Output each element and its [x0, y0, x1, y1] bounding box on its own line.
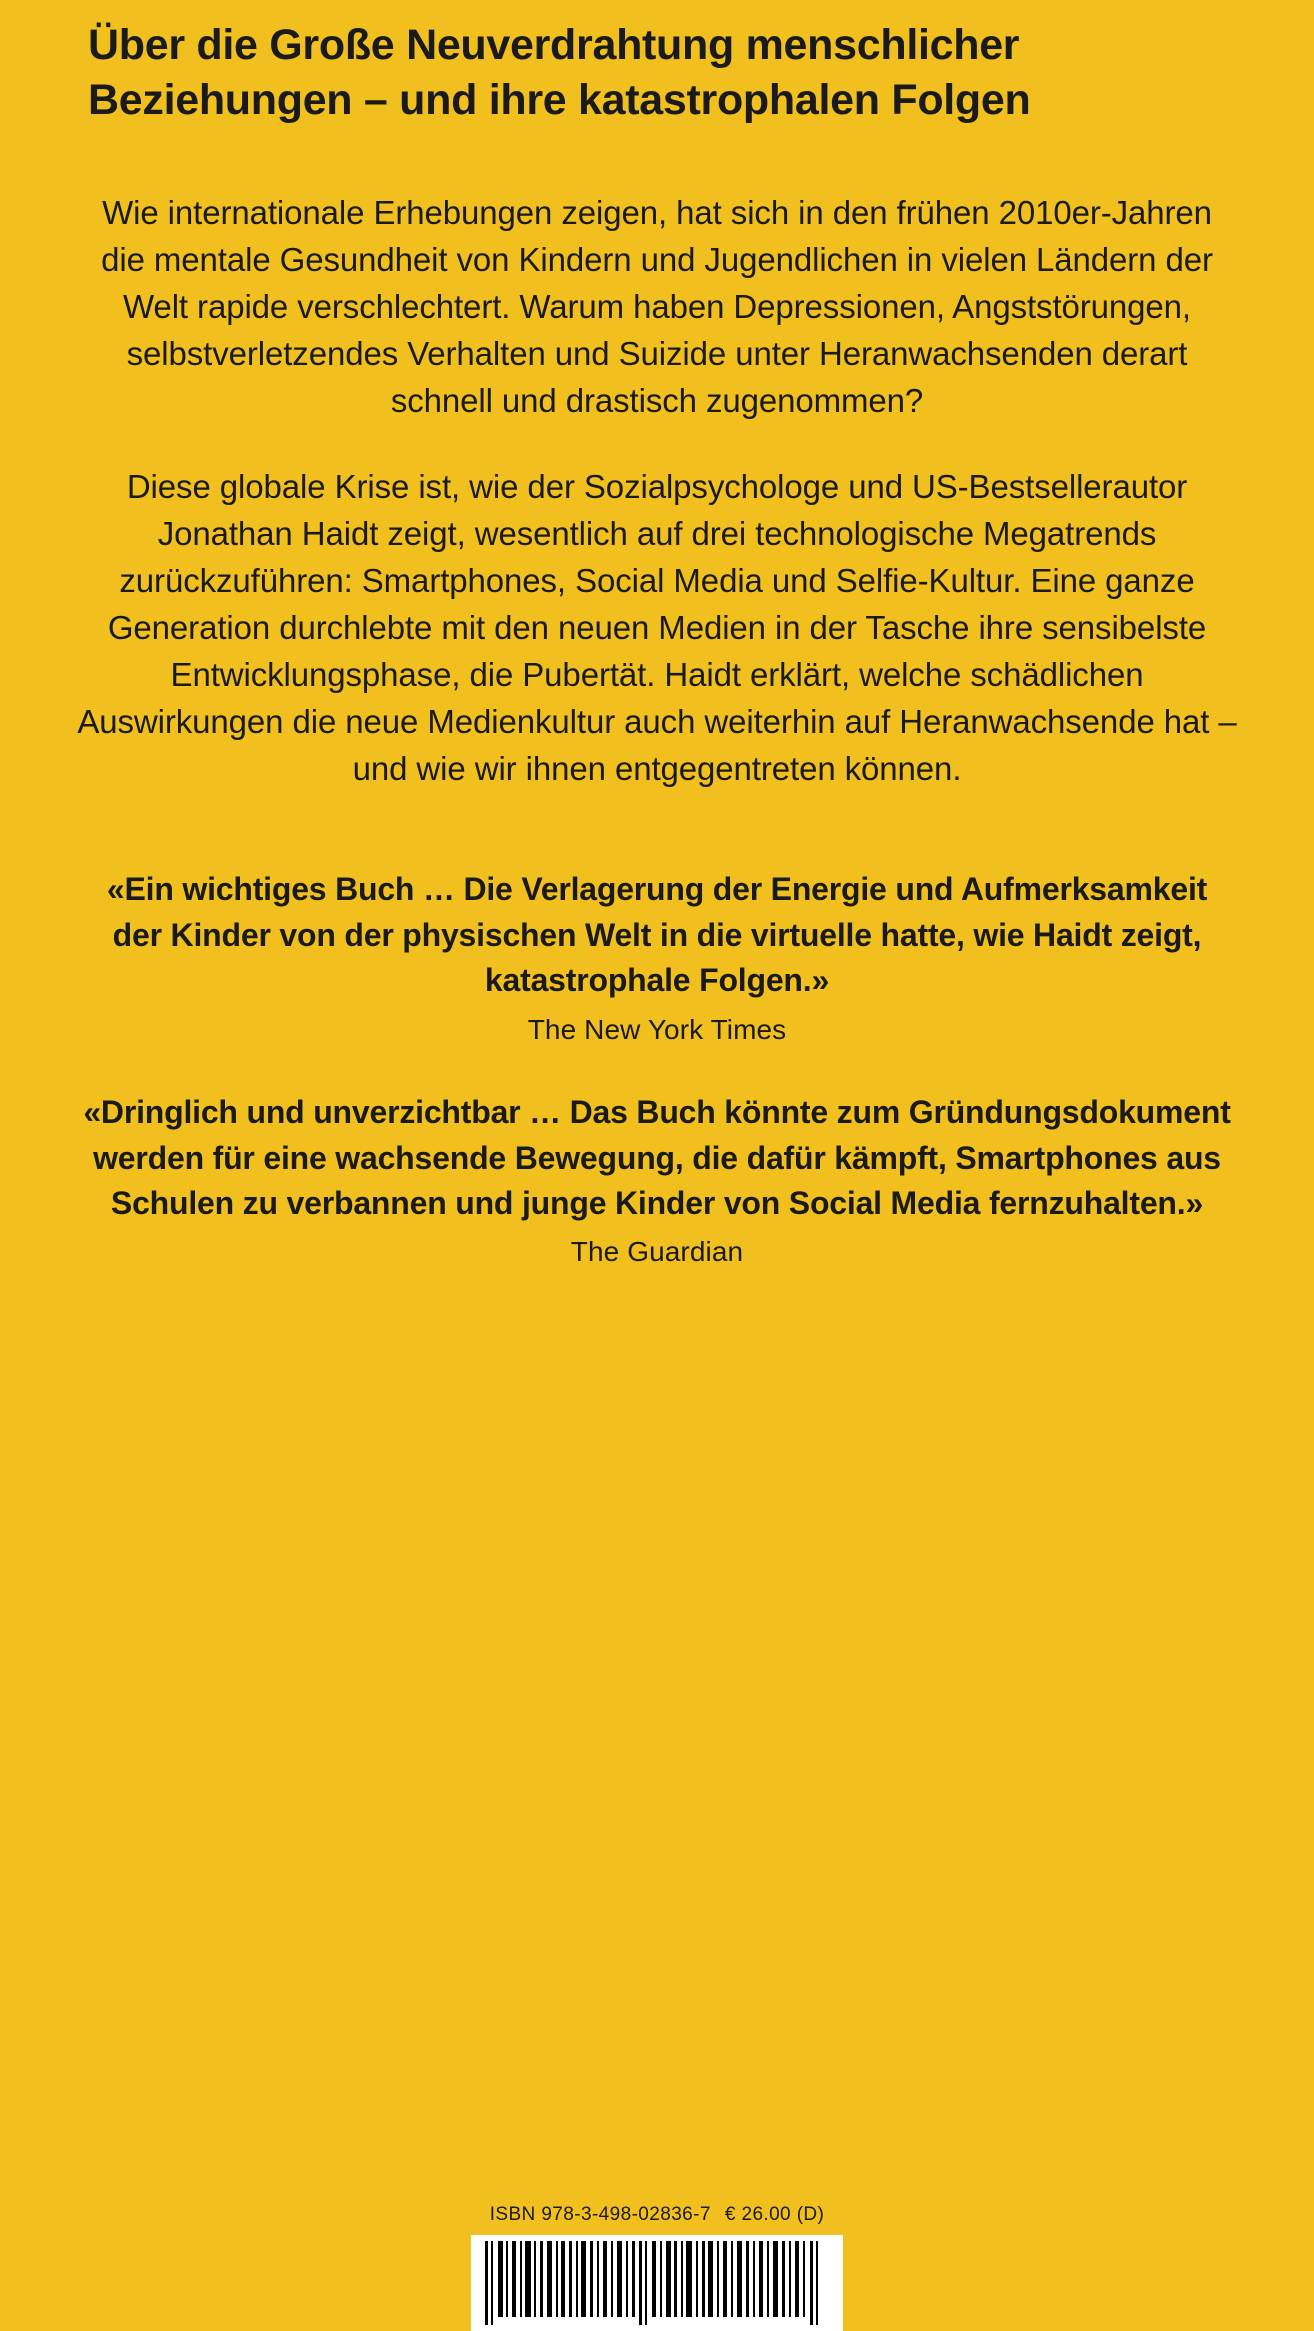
blurb-paragraph-2: Diese globale Krise ist, wie der Sozialpsychologe und US-Bestsellerautor Jonathan Haidt zeigt, wesentlich auf drei technologische Megatrends zurückzuführen: Smartphones, Social Media und Selfie-Kultur. Eine ganze Generation durchlebte mit den neuen Medien in der Tasche ihre sensibelste Entwicklungsphase, die Pubertät. Haidt erklärt, welche schädlichen Auswirkungen die neue Medienkultur auch weiterhin auf Heranwachsende hat – und wie wir ihnen entgegentreten können.	[77, 468, 1237, 787]
barcode	[471, 2235, 843, 2331]
press-quote	[70, 867, 1244, 1048]
press-quote-text: «Dringlich und unverzichtbar … Das Buch könnte zum Gründungsdokument werden für eine wachsende Bewegung, die dafür kämpft, Smartphones aus Schulen zu verbannen und junge Kinder von Social Media fernzuhalten.»	[83, 1094, 1231, 1221]
page-title: Über die Große Neuverdrahtung menschlicher Beziehungen – und ihre katastrophalen Folgen	[88, 21, 1031, 125]
price-label: € 26.00 (D)	[724, 2204, 825, 2225]
barcode-image	[471, 2235, 843, 2331]
press-quote-text: «Ein wichtiges Buch … Die Verlagerung der Energie und Aufmerksamkeit der Kinder von der physischen Welt in die virtuelle hatte, wie Haidt zeigt, katastrophale Folgen.»	[106, 871, 1208, 999]
isbn-number: ISBN 978-3-498-02836-7	[489, 2204, 711, 2225]
isbn-line	[0, 2204, 1314, 2226]
press-quote	[70, 1090, 1244, 1271]
blurb-text	[70, 190, 1244, 792]
blurb-paragraph-1: Wie internationale Erhebungen zeigen, hat sich in den frühen 2010er-Jahren die mentale Gesundheit von Kindern und Jugendlichen in vielen Ländern der Welt rapide verschlechtert. Warum haben Depressionen, Angststörungen, selbstverletzendes Verhalten und Suizide unter Heranwachsenden derart schnell und drastisch zugenommen?	[101, 194, 1213, 419]
press-quote-source: The New York Times	[527, 1013, 787, 1045]
cover-footer	[0, 2204, 1314, 2331]
press-quotes	[70, 867, 1244, 1270]
press-quote-source: The Guardian	[570, 1236, 744, 1268]
